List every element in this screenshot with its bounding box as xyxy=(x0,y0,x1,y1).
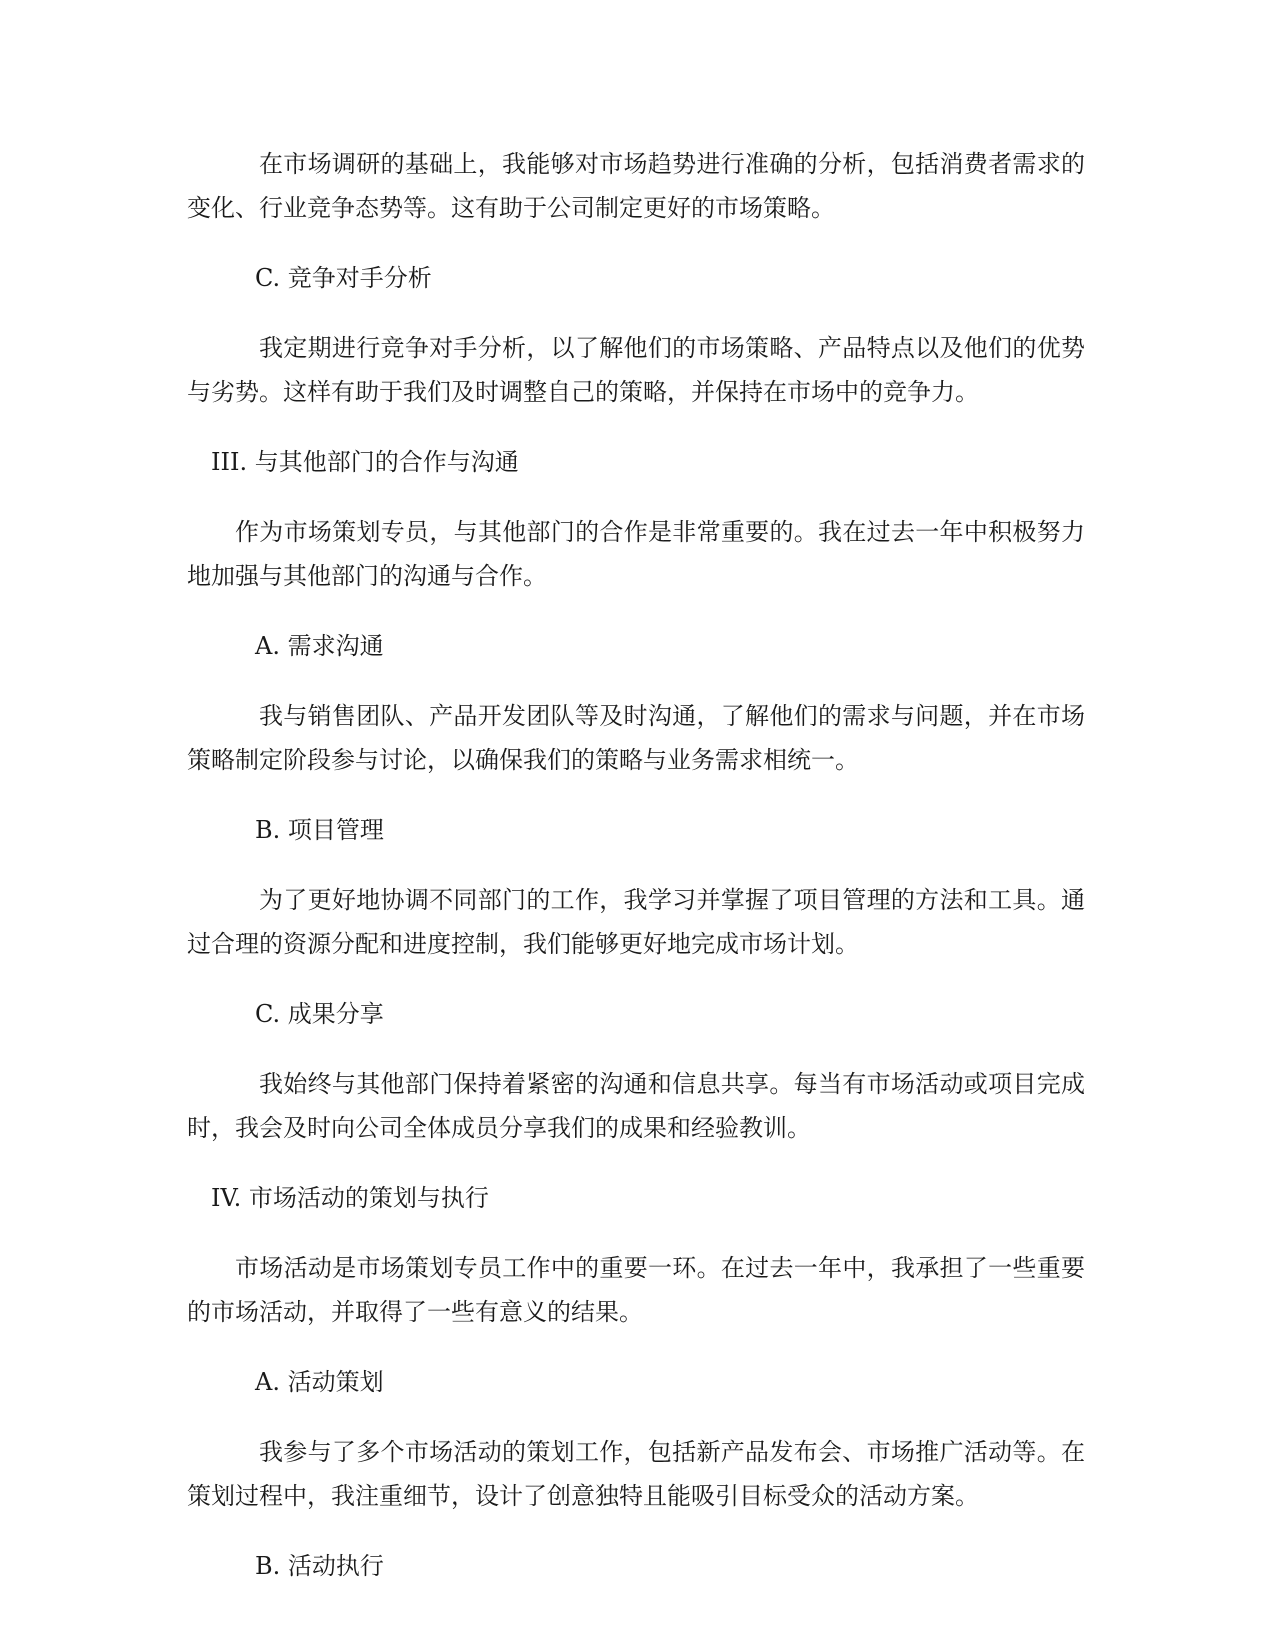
heading-activity-planning: A. 活动策划 xyxy=(255,1368,384,1396)
paragraph-competitor-analysis: 我定期进行竞争对手分析，以了解他们的市场策略、产品特点以及他们的优势与劣势。这样有助于我们及时调整自己的策略，并保持在市场中的竞争力。 xyxy=(187,334,1085,406)
document-body xyxy=(187,142,1085,1614)
heading-section-iii: III. 与其他部门的合作与沟通 xyxy=(211,448,519,476)
heading-competitor-analysis: C. 竞争对手分析 xyxy=(255,264,432,292)
paragraph-activities-intro: 市场活动是市场策划专员工作中的重要一环。在过去一年中，我承担了一些重要的市场活动，并取得了一些有意义的结果。 xyxy=(187,1254,1085,1326)
heading-demand-communication: A. 需求沟通 xyxy=(255,632,384,660)
paragraph-project-management: 为了更好地协调不同部门的工作，我学习并掌握了项目管理的方法和工具。通过合理的资源分配和进度控制，我们能够更好地完成市场计划。 xyxy=(187,886,1085,958)
heading-result-sharing: C. 成果分享 xyxy=(255,1000,384,1028)
paragraph-demand-communication: 我与销售团队、产品开发团队等及时沟通，了解他们的需求与问题，并在市场策略制定阶段参与讨论，以确保我们的策略与业务需求相统一。 xyxy=(187,702,1085,774)
heading-activity-execution: B. 活动执行 xyxy=(255,1552,384,1580)
paragraph-market-trend-analysis: 在市场调研的基础上，我能够对市场趋势进行准确的分析，包括消费者需求的变化、行业竞争态势等。这有助于公司制定更好的市场策略。 xyxy=(187,150,1085,222)
heading-section-iv: IV. 市场活动的策划与执行 xyxy=(211,1184,489,1212)
heading-project-management: B. 项目管理 xyxy=(255,816,384,844)
paragraph-activity-planning: 我参与了多个市场活动的策划工作，包括新产品发布会、市场推广活动等。在策划过程中，我注重细节，设计了创意独特且能吸引目标受众的活动方案。 xyxy=(187,1438,1085,1510)
paragraph-cooperation-intro: 作为市场策划专员，与其他部门的合作是非常重要的。我在过去一年中积极努力地加强与其他部门的沟通与合作。 xyxy=(187,518,1085,590)
paragraph-result-sharing: 我始终与其他部门保持着紧密的沟通和信息共享。每当有市场活动或项目完成时，我会及时向公司全体成员分享我们的成果和经验教训。 xyxy=(187,1070,1085,1142)
